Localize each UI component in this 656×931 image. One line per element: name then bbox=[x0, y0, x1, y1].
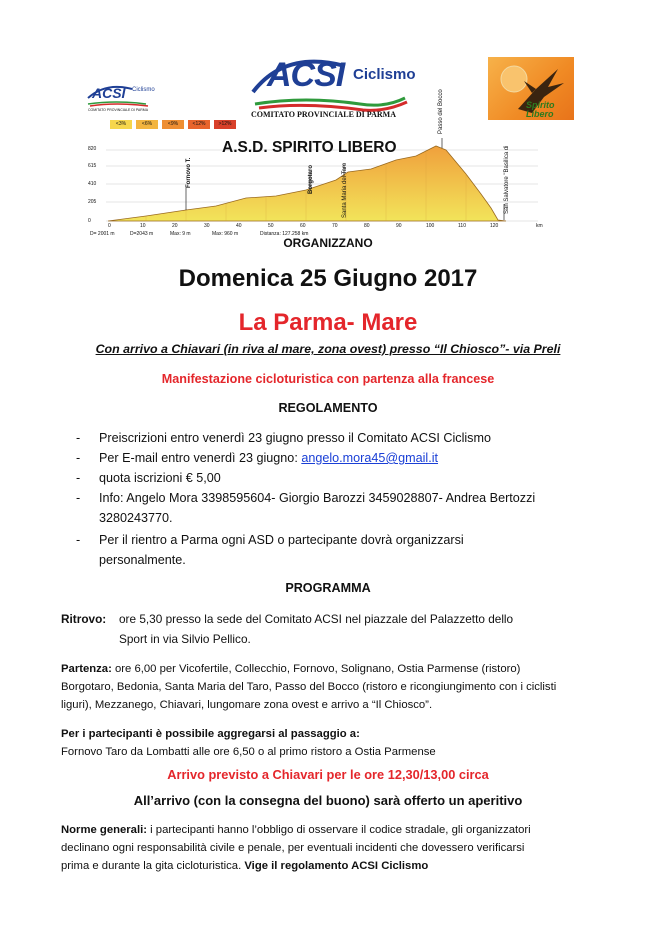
place-label: Fornovo T. bbox=[186, 157, 192, 188]
x-tick: 30 bbox=[204, 223, 210, 229]
partenza-line3: liguri), Mezzanego, Chiavari, lungomare zona ovest e arrivo a “Il Chiosco”. bbox=[61, 699, 433, 711]
y-tick: 0 bbox=[88, 218, 91, 224]
acsi-small-mark: ACSI bbox=[92, 85, 126, 101]
acsi-main-subtitle: COMITATO PROVINCIALE DI PARMA bbox=[251, 110, 396, 119]
arrival-line: Con arrivo a Chiavari (in riva al mare, zona ovest) presso “Il Chiosco”- via Preli bbox=[95, 342, 561, 356]
legend-item-2: <6% bbox=[136, 120, 158, 129]
norme-generali bbox=[61, 821, 601, 875]
regolamento-list: - Preiscrizioni entro venerdì 23 giugno presso il Comitato ACSI Ciclismo - Per E-mail entro venerdì 23 giugno: angelo.mora45@gmail.it - quota iscrizioni € 5,00 - Info: Angelo Mora 3398595604- Giorgio Barozzi 3459028807- Andrea Bertozzi 3280243770. - Per il rientro a Parma ogni ASD o partecipante dovrà organizzarsi personalmente. bbox=[76, 428, 596, 573]
x-tick: 20 bbox=[172, 223, 178, 229]
acsi-small-label: Ciclismo bbox=[132, 87, 155, 93]
profile-footer-item: Max: 9 m bbox=[170, 231, 191, 237]
list-item-text: Preiscrizioni entro venerdì 23 giugno presso il Comitato ACSI Ciclismo bbox=[99, 431, 491, 445]
norme-line1: i partecipanti hanno l’obbligo di osservare il codice stradale, gli organizzatori bbox=[147, 824, 531, 836]
acsi-main-label: Ciclismo bbox=[353, 66, 416, 83]
profile-footer-item: D=2043 m bbox=[130, 231, 154, 237]
x-tick: 10 bbox=[140, 223, 146, 229]
legend-item-3: <9% bbox=[162, 120, 184, 129]
x-tick: 0 bbox=[108, 223, 111, 229]
aperitivo: All’arrivo (con la consegna del buono) sarà offerto un aperitivo bbox=[133, 793, 523, 808]
profile-area bbox=[108, 146, 506, 221]
x-tick: 50 bbox=[268, 223, 274, 229]
list-item-text bbox=[99, 448, 599, 468]
organizzano: ORGANIZZANO bbox=[283, 236, 373, 250]
partenza-label: Partenza: bbox=[61, 663, 112, 675]
y-tick: 205 bbox=[88, 199, 97, 205]
ritrovo-line2: Sport in via Silvio Pellico. bbox=[119, 632, 251, 646]
x-axis bbox=[86, 223, 546, 231]
x-tick: 120 bbox=[490, 223, 499, 229]
spirito-libero-text: Spirito Libero bbox=[526, 100, 555, 119]
event-title: La Parma- Mare bbox=[238, 309, 418, 336]
acsi-small-subtitle: COMITATO PROVINCIALE DI PARMA bbox=[88, 108, 149, 112]
legend-item-5: >12% bbox=[214, 120, 236, 129]
legend-item-4: <12% bbox=[188, 120, 210, 129]
norme-line2: declinano ogni responsabilità civile e penale, per eventuali incidenti che dovessero verificarsi bbox=[61, 842, 525, 854]
x-tick: 60 bbox=[300, 223, 306, 229]
email-label: Per E-mail entro venerdì 23 giugno: bbox=[99, 451, 302, 465]
x-tick: 90 bbox=[396, 223, 402, 229]
email-link[interactable]: angelo.mora45@gmail.it bbox=[301, 451, 439, 465]
partenza-line1: ore 6,00 per Vicofertile, Collecchio, Fornovo, Solignano, Ostia Parmense (ristoro) bbox=[111, 663, 521, 675]
elevation-profile bbox=[86, 84, 546, 244]
aggregarsi bbox=[61, 725, 581, 761]
norme-bold: Vige il regolamento ACSI Ciclismo bbox=[244, 860, 429, 872]
y-tick: 820 bbox=[88, 146, 97, 152]
profile-title: A.S.D. SPIRITO LIBERO bbox=[222, 139, 397, 156]
acsi-main-mark: ACSI bbox=[267, 56, 345, 94]
regolamento-heading: REGOLAMENTO bbox=[278, 401, 378, 415]
place-label: Borgotaro bbox=[308, 165, 314, 194]
legend-item-1: <3% bbox=[110, 120, 132, 129]
y-tick: 410 bbox=[88, 181, 97, 187]
x-tick: 100 bbox=[426, 223, 435, 229]
aggregarsi-text: Fornovo Taro da Lombatti alle ore 6,50 o al primo ristoro a Ostia Parmense bbox=[61, 746, 436, 758]
list-item-text: personalmente. bbox=[99, 553, 186, 567]
aggregarsi-heading: Per i partecipanti è possibile aggregarsi al passaggio a: bbox=[61, 728, 360, 740]
x-unit: km bbox=[536, 223, 543, 229]
x-tick: 110 bbox=[458, 223, 466, 229]
ritrovo-line1: ore 5,30 presso la sede del Comitato ACSI nel piazzale del Palazzetto dello bbox=[119, 612, 514, 626]
partenza bbox=[61, 660, 581, 714]
list-item-text: Info: Angelo Mora 3398595604- Giorgio Barozzi 3459028807- Andrea Bertozzi bbox=[99, 491, 536, 505]
place-label: Santa Maria del Taro bbox=[342, 162, 348, 218]
y-tick: 615 bbox=[88, 163, 97, 169]
profile-footer-item: Max: 960 m bbox=[212, 231, 239, 237]
x-tick: 70 bbox=[332, 223, 338, 229]
norme-label: Norme generali: bbox=[61, 824, 148, 836]
profile-chart bbox=[86, 84, 546, 244]
arrivo-previsto: Arrivo previsto a Chiavari per le ore 12,30/13,00 circa bbox=[167, 767, 489, 782]
list-item-text: quota iscrizioni € 5,00 bbox=[99, 471, 221, 485]
list-item-text: 3280243770. bbox=[99, 511, 173, 525]
norme-line3: prima e durante la gita cicloturistica. bbox=[61, 860, 245, 872]
profile-footer-item: D= 2001 m bbox=[90, 231, 115, 237]
list-item-text: Per il rientro a Parma ogni ASD o partecipante dovrà organizzarsi bbox=[99, 533, 464, 547]
event-date: Domenica 25 Giugno 2017 bbox=[178, 265, 478, 292]
profile-footer-item: Distanza: 127.258 km bbox=[260, 231, 309, 237]
x-tick: 80 bbox=[364, 223, 370, 229]
place-label: San Salvatore "Basilica di bbox=[504, 145, 510, 214]
x-tick: 40 bbox=[236, 223, 242, 229]
partenza-line2: Borgotaro, Bedonia, Santa Maria del Taro, Passo del Bocco (ristoro e ricongiungimento con i ciclisti bbox=[61, 681, 557, 693]
place-label: Passo del Bocco bbox=[438, 89, 444, 134]
ritrovo-label: Ritrovo: bbox=[61, 612, 107, 626]
programma-heading: PROGRAMMA bbox=[285, 581, 371, 595]
manifestazione: Manifestazione cicloturistica con partenza alla francese bbox=[161, 372, 495, 386]
